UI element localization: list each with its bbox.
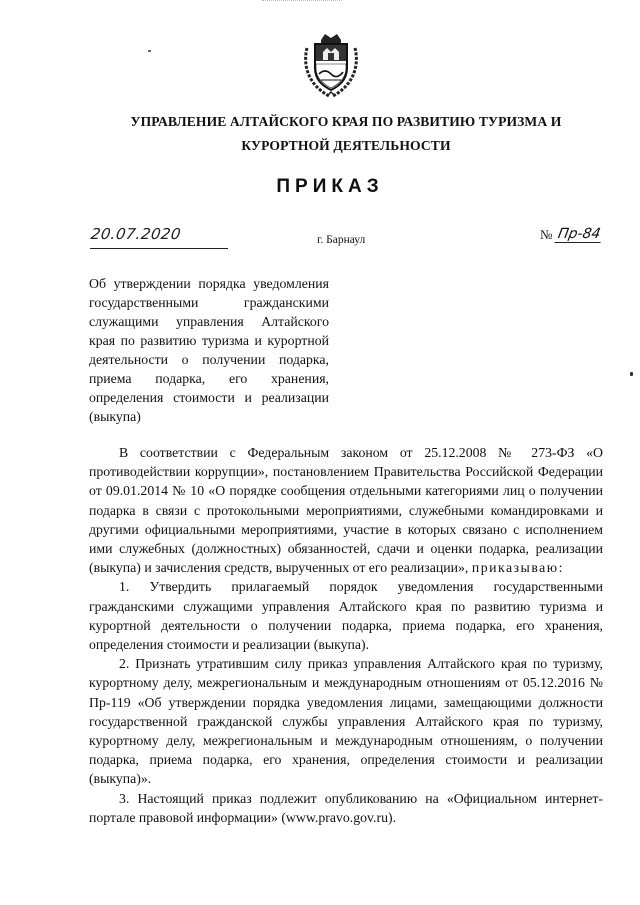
- scan-artifact: [262, 0, 342, 7]
- item-2-paragraph: 2. Признать утратившим силу приказ управления Алтайского края по туризму, курортному делу, межрегиональным и международным отношениям от 05.12.2016 № Пр-119 «Об утверждении порядка уведомления лицами, замещающими должности государственной гражданской службы управления Алтайского края по туризму, курортному делу, межрегиональным и международным отношениям, о получении подарка, приема подарка, его хранения, определения стоимости и реализации (выкупа)».: [89, 656, 603, 787]
- scan-artifact-dot: [148, 50, 151, 52]
- document-type-heading: ПРИКАЗ: [276, 176, 384, 197]
- preamble-text: В соответствии с Федеральным законом от 25.12.2008 № 273-ФЗ «О противодействии коррупции», постановлением Правительства Российской Федерации от 09.01.2014 № 10 «О порядке сообщения отдельными категориями лиц о получении подарка в связи с протокольными мероприятиями, служебными командировками и другими официальными мероприятиями, участие в которых связано с исполнением ими служебных (должностных) обязанностей, сдачи и оценки подарка, реализации (выкупа) и зачисления средств, вырученных от его реализации»,: [89, 445, 603, 576]
- handwritten-date: 20.07.2020: [89, 225, 183, 243]
- document-number: [540, 226, 602, 243]
- handwritten-number: Пр-84: [554, 226, 603, 243]
- scan-artifact-dot: [630, 372, 633, 376]
- city-label: г. Барнаул: [317, 234, 366, 246]
- number-label: №: [540, 227, 553, 242]
- date-field: [90, 226, 228, 249]
- order-word: приказываю:: [471, 560, 564, 576]
- item-3-paragraph: 3. Настоящий приказ подлежит опубликованию на «Официальном интернет-портале правовой информации» (www.pravo.gov.ru).: [89, 790, 603, 825]
- preamble-paragraph: [89, 443, 603, 577]
- document-body: [89, 443, 603, 827]
- item-1-paragraph: 1. Утвердить прилагаемый порядок уведомления государственными гражданскими служащими управления Алтайского края по развитию туризма и курортной деятельности о получении подарка, приема подарка, его хранения, определения стоимости и реализации (выкупа).: [89, 579, 603, 653]
- coat-of-arms-emblem: [299, 28, 363, 100]
- organization-title: УПРАВЛЕНИЕ АЛТАЙСКОГО КРАЯ ПО РАЗВИТИЮ ТУРИЗМА И КУРОРТНОЙ ДЕЯТЕЛЬНОСТИ: [130, 114, 562, 153]
- document-subject: Об утверждении порядка уведомления государственными гражданскими служащими управления Алтайского края по развитию туризма и курортной деятельности о получении подарка, приема подарка, его хранения, определения стоимости и реализации (выкупа): [89, 276, 329, 424]
